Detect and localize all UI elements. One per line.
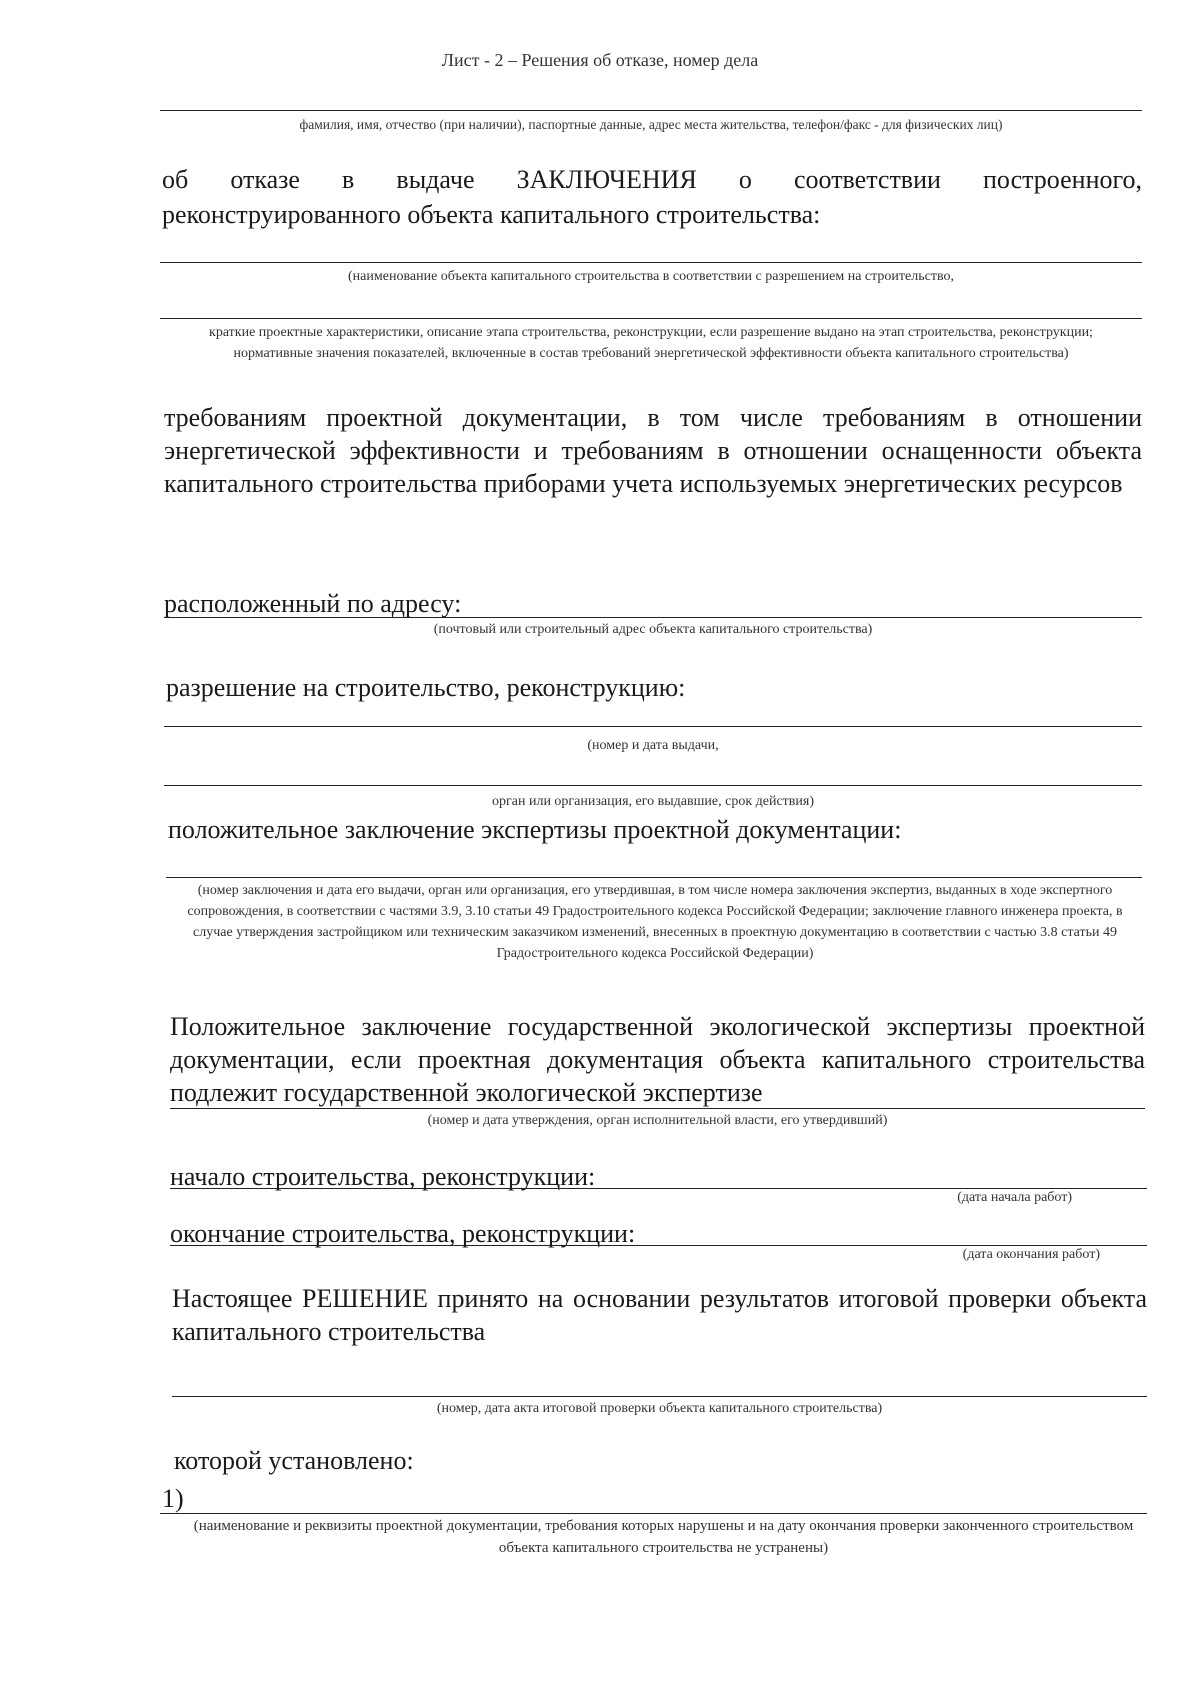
- eco-paragraph: Положительное заключение государственной экологической экспертизы проектной документации, если проектная документация объекта капитального строительства подлежит государственной экологической экспертизе: [170, 1012, 1145, 1107]
- decision-line-1: [172, 1282, 1147, 1348]
- act-caption: (номер, дата акта итоговой проверки объекта капитального строительства): [436, 1401, 883, 1416]
- permit-caption-1: (номер и дата выдачи,: [587, 738, 719, 753]
- object-name-caption: (наименование объекта капитального строительства в соответствии с разрешением на строительство,: [348, 269, 954, 284]
- page-header: Лист - 2 – Решения об отказе, номер дела: [441, 50, 759, 70]
- permit-label: разрешение на строительство, реконструкцию:: [166, 673, 686, 702]
- start-line: [170, 1188, 1147, 1189]
- address-label: расположенный по адресу:: [164, 589, 462, 618]
- refusal-line-2: реконструированного объекта капитального строительства:: [162, 200, 821, 229]
- address-caption: (почтовый или строительный адрес объекта капитального строительства): [433, 622, 873, 637]
- established-label: которой установлено:: [174, 1446, 414, 1475]
- expertise-line: [166, 877, 1142, 878]
- expertise-label: положительное заключение экспертизы проектной документации:: [168, 815, 902, 844]
- object-chars-caption: краткие проектные характеристики, описание этапа строительства, реконструкции, если разрешение выдано на этап строительства, реконструкции; нормативные значения показателей, включенные в состав требований энергетической эффективности объекта капитального строительства): [209, 325, 1093, 361]
- object-chars-line: [160, 318, 1142, 319]
- eco-line: [170, 1108, 1145, 1109]
- applicant-line: [160, 110, 1142, 111]
- eco-caption: (номер и дата утверждения, орган исполнительной власти, его утвердивший): [427, 1113, 888, 1128]
- start-caption: (дата начала работ): [957, 1190, 1072, 1205]
- expertise-caption: (номер заключения и дата его выдачи, орган или организация, его утвердившая, в том числе номера заключения экспертиз, выданных в ходе экспертного сопровождения, в соответствии с частями 3.9, 3.10 статьи 49 Градостроительного кодекса Российской Федерации; заключение главного инженера проекта, в случае утверждения застройщиком или техническим заказчиком изменений, внесенных в проектную документацию в соответствии с частью 3.8 статьи 49 Градостроительного кодекса Российской Федерации): [187, 883, 1123, 961]
- permit-line-2: [164, 785, 1142, 786]
- end-line: [170, 1245, 1147, 1246]
- end-caption: (дата окончания работ): [962, 1247, 1100, 1262]
- object-name-line: [160, 262, 1142, 263]
- permit-caption-2: орган или организация, его выдавшие, срок действия): [492, 794, 814, 809]
- violations-caption: (наименование и реквизиты проектной документации, требования которых нарушены и на дату окончания проверки законченного строительством объекта капитального строительства не устранены): [193, 1518, 1134, 1556]
- address-line: [164, 617, 1142, 618]
- permit-line-1: [164, 726, 1142, 727]
- act-line: [172, 1396, 1147, 1397]
- violations-line: [160, 1513, 1147, 1514]
- end-label: окончание строительства, реконструкции:: [170, 1219, 636, 1248]
- refusal-line-1: об отказе в выдаче ЗАКЛЮЧЕНИЯ о соответствии построенного,: [162, 165, 1142, 194]
- applicant-caption: фамилия, имя, отчество (при наличии), паспортные данные, адрес места жительства, телефон/факс - для физических лиц): [299, 117, 1003, 132]
- requirements-paragraph: требованиям проектной документации, в том числе требованиям в отношении энергетической эффективности и требованиям в отношении оснащенности объекта капитального строительства приборами учета используемых энергетических ресурсов: [164, 403, 1142, 498]
- decision-text: Настоящее РЕШЕНИЕ принято на основании результатов итоговой проверки объекта капитального строительства: [172, 1284, 1147, 1346]
- item-number: 1): [162, 1484, 184, 1513]
- start-label: начало строительства, реконструкции:: [170, 1162, 596, 1191]
